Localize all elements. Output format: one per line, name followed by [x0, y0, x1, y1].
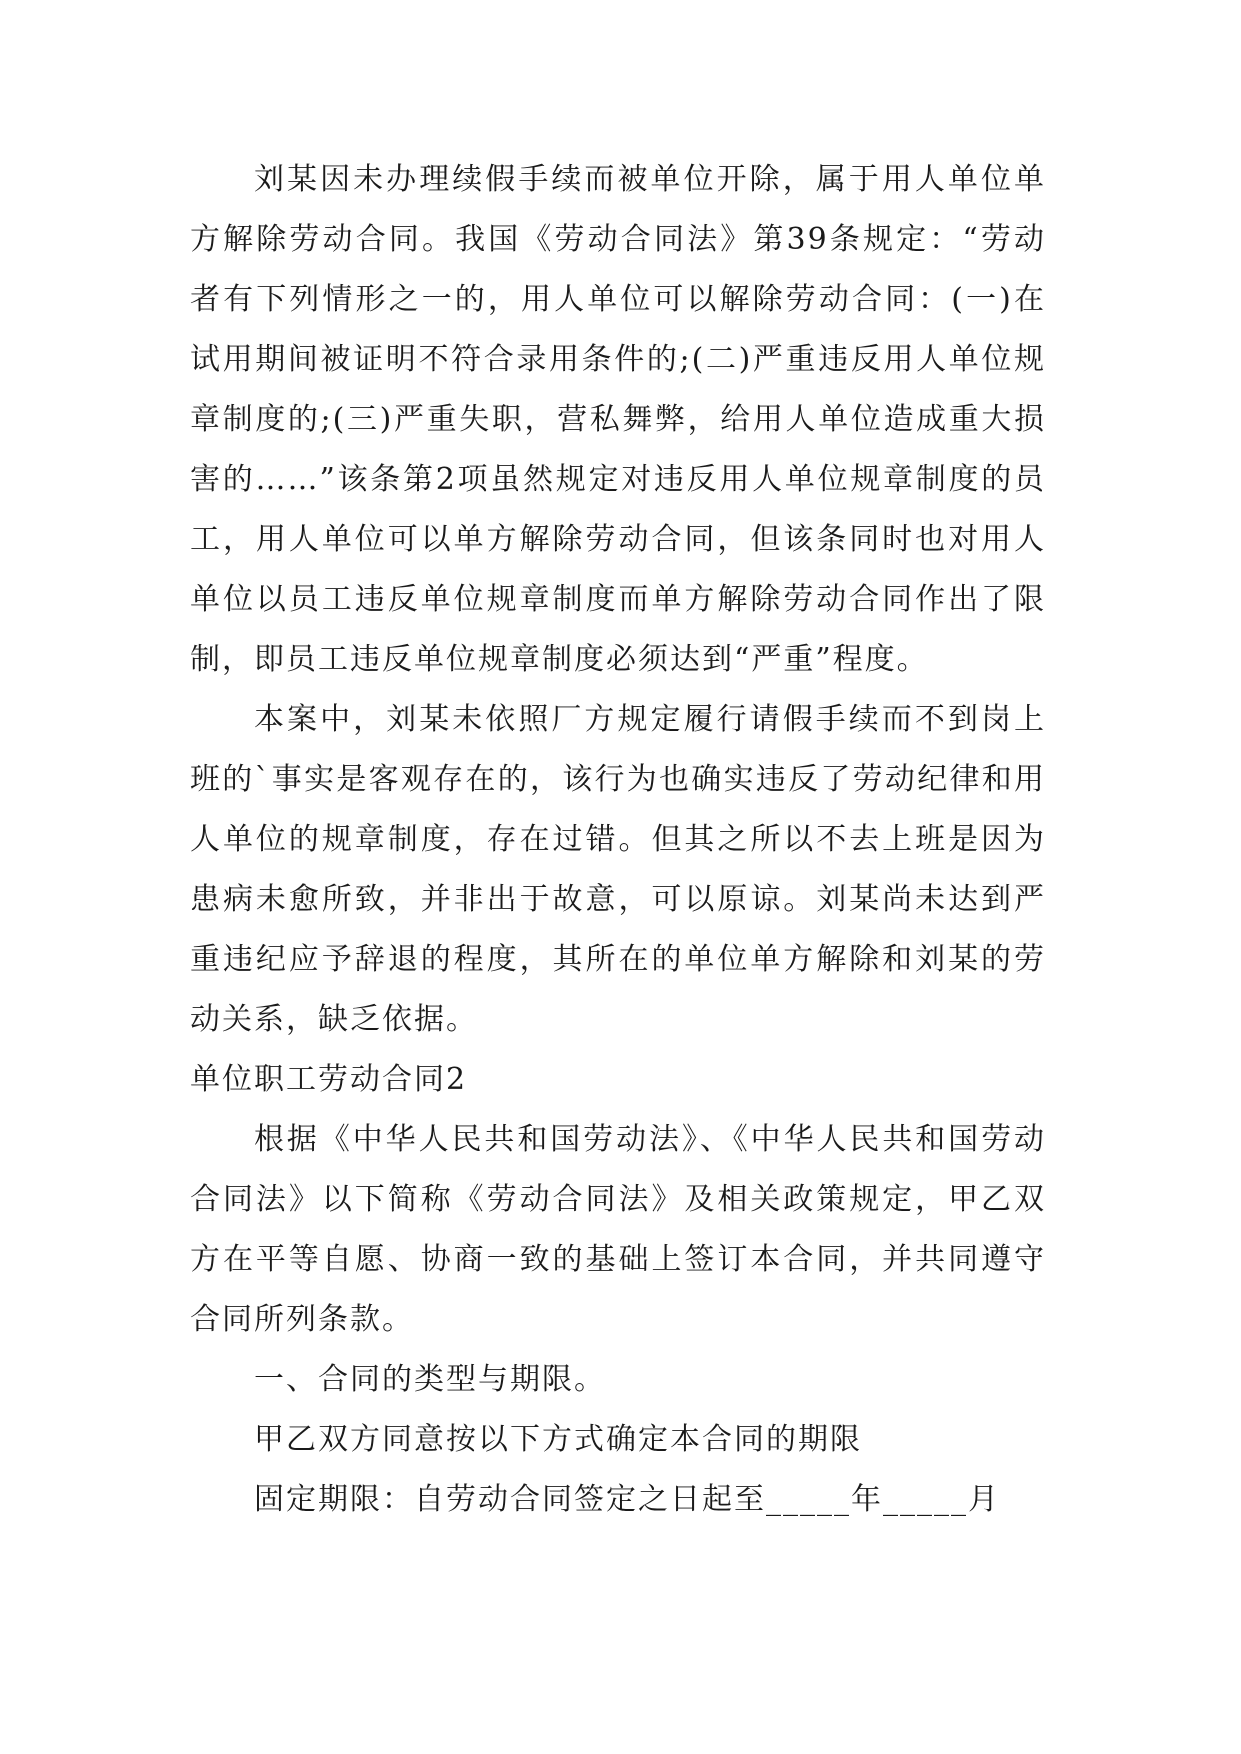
paragraph-case-conclusion: 本案中，刘某未依照厂方规定履行请假手续而不到岗上班的`事实是客观存在的，该行为也确实违反了劳动纪律和用人单位的规章制度，存在过错。但其之所以不去上班是因为患病未愈所致，并非出于故意，可以原谅。刘某尚未达到严重违纪应予辞退的程度，其所在的单位单方解除和刘某的劳动关系，缺乏依据。: [190, 702, 1046, 1037]
document-page: [190, 150, 1046, 1530]
paragraph-contract-preamble: 根据《中华人民共和国劳动法》、《中华人民共和国劳动合同法》以下简称《劳动合同法》及相关政策规定，甲乙双方在平等自愿、协商一致的基础上签订本合同，并共同遵守合同所列条款。: [190, 1122, 1046, 1337]
paragraph-case-analysis: 刘某因未办理续假手续而被单位开除，属于用人单位单方解除劳动合同。我国《劳动合同法》第39条规定：“劳动者有下列情形之一的，用人单位可以解除劳动合同：(一)在试用期间被证明不符合录用条件的;(二)严重违反用人单位规章制度的;(三)严重失职，营私舞弊，给用人单位造成重大损害的……”该条第2项虽然规定对违反用人单位规章制度的员工，用人单位可以单方解除劳动合同，但该条同时也对用人单位以员工违反单位规章制度而单方解除劳动合同作出了限制，即员工违反单位规章制度必须达到“严重”程度。: [190, 162, 1046, 677]
line-agreement: 甲乙双方同意按以下方式确定本合同的期限: [254, 1422, 862, 1457]
section-title-contract-type: 一、合同的类型与期限。: [254, 1362, 606, 1397]
contract-heading: 单位职工劳动合同2: [190, 1062, 468, 1097]
line-fixed-term: 固定期限：自劳动合同签定之日起至_____年_____月: [254, 1482, 1000, 1517]
